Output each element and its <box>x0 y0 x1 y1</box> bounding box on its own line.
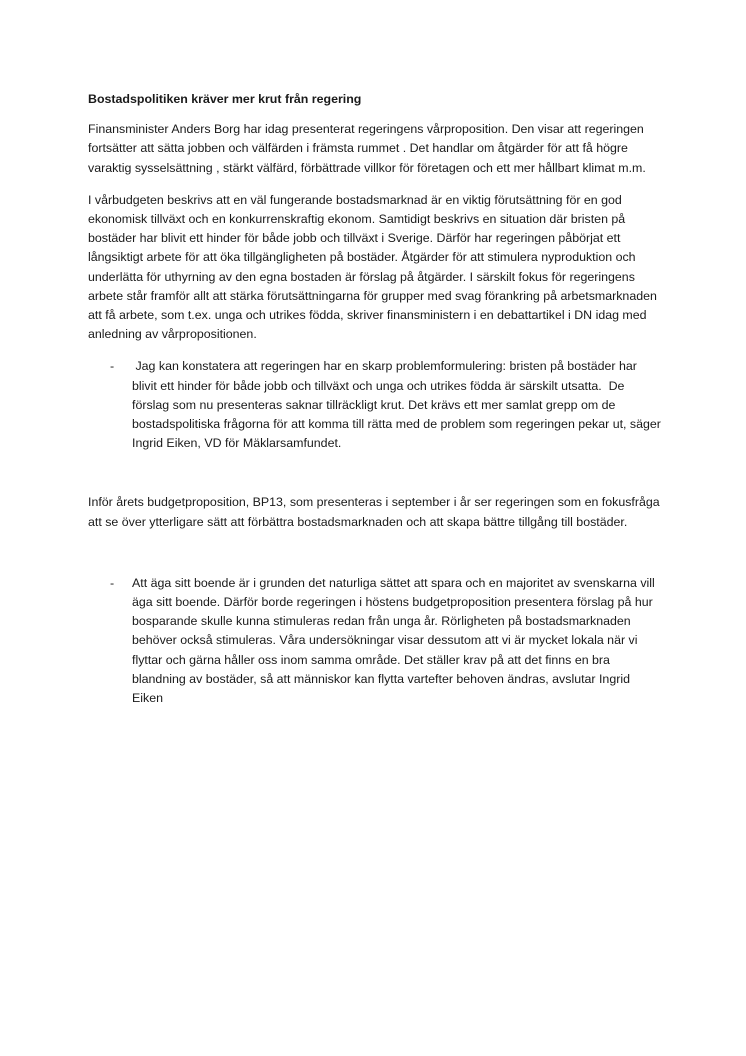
paragraph-1: Finansminister Anders Borg har idag presenterat regeringens vårproposition. Den visar att regeringen fortsätter att sätta jobben och välfärden i främsta rummet . Det handlar om åtgärder för att få högre varaktig sysselsättning , stärkt välfärd, förbättrade villkor för företagen och ett mer hållbart klimat m.m. <box>88 122 646 175</box>
quote-bullet-2 <box>88 574 663 708</box>
document-body <box>88 90 663 708</box>
bullet-dash: - <box>110 575 115 590</box>
paragraph-3: Inför årets budgetproposition, BP13, som presenteras i september i år ser regeringen som en fokusfråga att se över ytterligare sätt att förbättra bostadsmarknaden och att skapa bättre tillgång till bostäder. <box>88 495 660 529</box>
article-heading: Bostadspolitiken kräver mer krut från regering <box>88 92 362 106</box>
quote-bullet-1 <box>88 357 663 453</box>
bullet-2-text: Att äga sitt boende är i grunden det naturliga sättet att spara och en majoritet av svenskarna vill äga sitt boende. Därför borde regeringen i höstens budgetproposition presentera förslag på hur bosparande skulle kunna stimuleras redan från unga år. Rörligheten på bostadsmarknaden behöver också stimuleras. Våra undersökningar visar dessutom att vi är mycket lokala när vi flyttar och gärna håller oss inom samma område. Det ställer krav på att det finns en bra blandning av bostäder, så att människor kan flytta vartefter behoven ändras, avslutar Ingrid Eiken <box>132 575 655 706</box>
paragraph-2: I vårbudgeten beskrivs att en väl fungerande bostadsmarknad är en viktig förutsättning för en god ekonomisk tillväxt och en konkurrenskraftig ekonom. Samtidigt beskrivs en situation där bristen på bostäder har blivit ett hinder för både jobb och tillväxt i Sverige. Därför har regeringen påbörjat ett långsiktigt arbete för att öka tillgängligheten på bostäder. Åtgärder för att stimulera nyproduktion och underlätta för uthyrning av den egna bostaden är förslag på åtgärder. I särskilt fokus för regeringens arbete står framför allt att stärka förutsättningarna för grupper med svag förankring på arbetsmarknaden att få arbete, som t.ex. unga och utrikes födda, skriver finansministern i en debattartikel i DN idag med anledning av vårpropositionen. <box>88 192 657 342</box>
bullet-dash: - <box>110 359 115 374</box>
bullet-1-text: Jag kan konstatera att regeringen har en skarp problemformulering: bristen på bostäder har blivit ett hinder för både jobb och tillväxt och unga och utrikes födda är särskilt utsatta. De förslag som nu presenteras saknar tillräckligt krut. Det krävs ett mer samlat grepp om de bostadspolitiska frågorna för att komma till rätta med de problem som regeringen pekar ut, säger Ingrid Eiken, VD för Mäklarsamfundet. <box>132 359 665 451</box>
